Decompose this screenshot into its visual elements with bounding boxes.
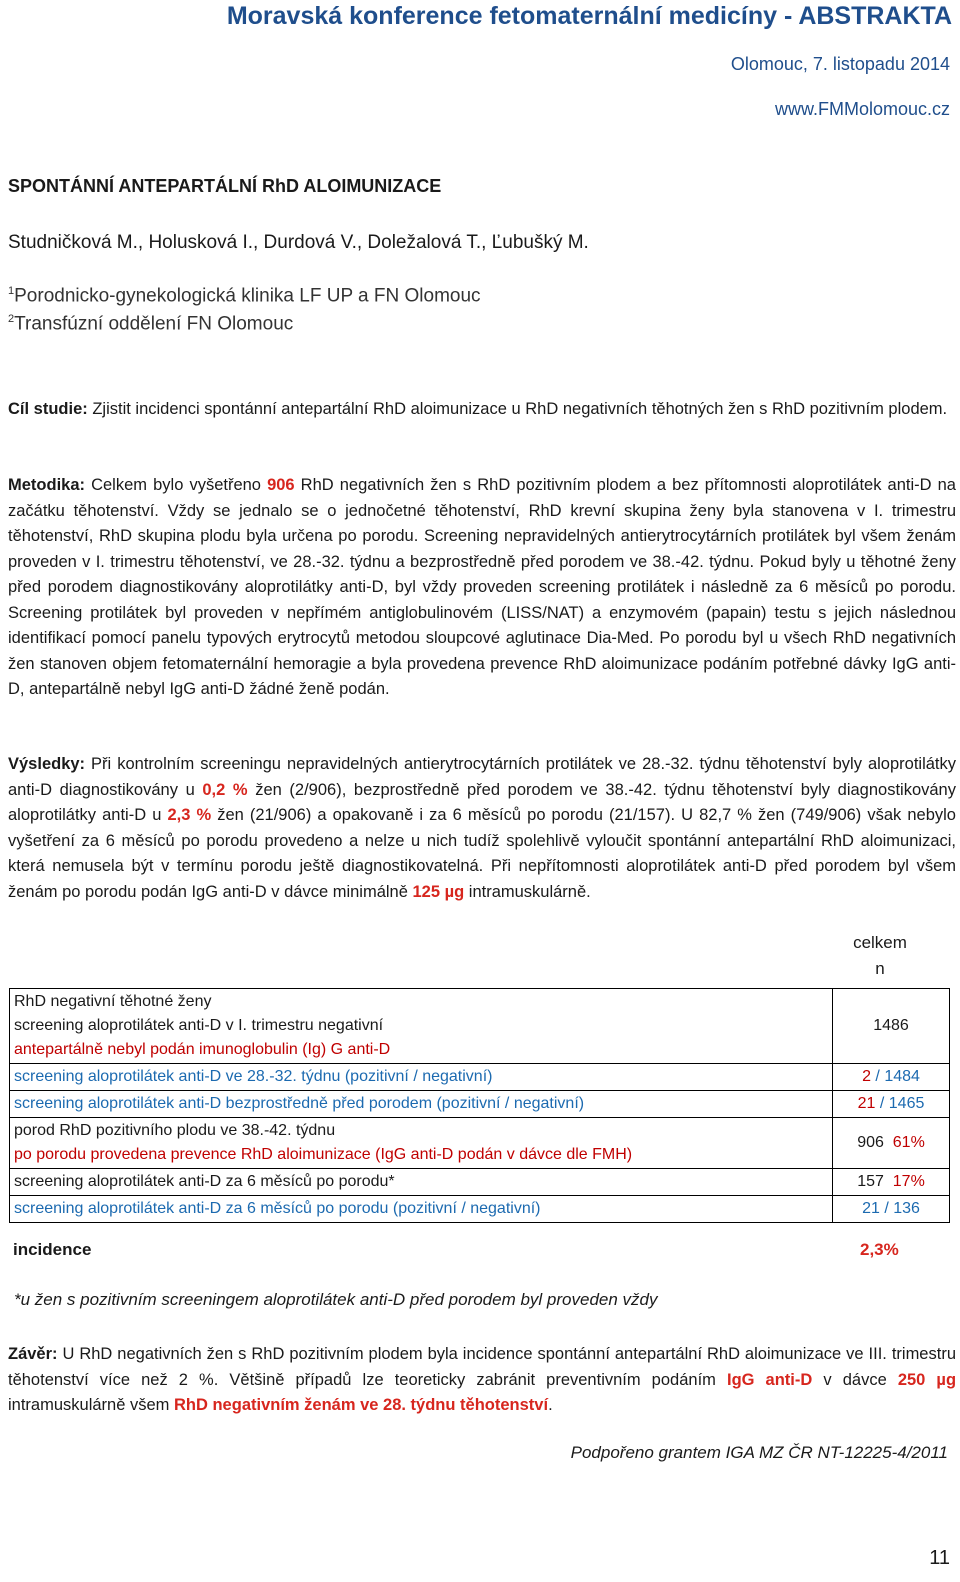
positive-count: 21 [862,1200,880,1217]
conclusion-label: Závěr: [8,1345,58,1363]
aim-label: Cíl studie: [8,400,88,418]
row-label-line: screening aloprotilátek anti-D v I. trimestru negativní [14,1017,384,1034]
row-label-line: antepartálně nebyl podán imunoglobulin (Ig) G anti-D [14,1041,391,1058]
conclusion-highlight-1: IgG anti-D [726,1370,813,1389]
conclusion-text-4: . [548,1396,553,1414]
row-label: screening aloprotilátek anti-D bezprostředně před porodem (pozitivní / negativní) [10,1091,833,1118]
results-table [9,988,950,1223]
table-row [10,1196,950,1223]
results-dose: 125 µg [412,882,465,901]
table-row [10,1091,950,1118]
row-value [833,1196,950,1223]
percent: 17% [892,1173,925,1190]
abstract-title: SPONTÁNNÍ ANTEPARTÁLNÍ RhD ALOIMUNIZACE [8,176,442,196]
conference-place-date: Olomouc, 7. listopadu 2014 [730,54,950,74]
methods-count: 906 [267,476,295,494]
table-column-header [820,930,940,982]
aim-text: Zjistit incidenci spontánní antepartální RhD aloimunizace u RhD negativních těhotných žen s RhD pozitivním plodem. [87,400,948,418]
positive-count: 21 [857,1095,876,1112]
conclusion-text-3: intramuskulárně všem [8,1396,174,1414]
incidence-value: 2,3% [860,1240,899,1259]
row-value: 1486 [833,989,950,1064]
conclusion-text-2: v dávce [812,1370,898,1389]
aim-paragraph [8,397,956,423]
value-separator: / [884,1200,889,1217]
conference-website: www.FMMolomouc.cz [774,99,950,119]
positive-count: 2 [862,1068,871,1085]
row-value [833,1118,950,1169]
results-label: Výsledky: [8,755,86,773]
row-label: screening aloprotilátek anti-D za 6 měsíců po porodu* [10,1169,833,1196]
affiliation-1-number: 1 [8,285,15,297]
row-label: screening aloprotilátek anti-D ve 28.-32. týdnu (pozitivní / negativní) [10,1064,833,1091]
affiliation-2-number: 2 [8,313,15,325]
row-label-line: po porodu provedena prevence RhD aloimunizace (IgG anti-D podán v dávce dle FMH) [14,1146,633,1163]
row-label [10,1118,833,1169]
authors: Studničková M., Holusková I., Durdová V., Doležalová T., Ľubušký M. [8,232,589,253]
table-footnote: *u žen s pozitivním screeningem aloprotilátek anti-D před porodem byl proveden vždy [14,1290,658,1309]
results-text-4: intramuskulárně. [464,882,591,901]
results-percent-1: 0,2 % [202,780,248,799]
negative-count: 1465 [888,1095,925,1112]
row-label [10,989,833,1064]
row-label-line: RhD negativní těhotné ženy [14,993,212,1010]
affiliation-1-text: Porodnicko-gynekologická klinika LF UP a FN Olomouc [14,285,481,307]
percent: 61% [892,1134,925,1151]
column-header-total: celkem [853,933,907,952]
results-percent-2: 2,3 % [167,806,212,824]
affiliation-1 [8,285,481,307]
methods-paragraph [8,473,956,703]
row-label: screening aloprotilátek anti-D za 6 měsíců po porodu (pozitivní / negativní) [10,1196,833,1223]
value-separator: / [875,1068,880,1085]
results-paragraph [8,752,956,905]
column-header-n: n [875,959,885,978]
negative-count: 136 [893,1200,920,1217]
value-separator: / [879,1095,885,1112]
count: 157 [857,1173,884,1190]
conclusion-highlight-2: 250 µg [897,1370,957,1389]
results-text-2: žen (2/906), bezprostředně před porodem ve 38.-42. týdnu těhotenství byly diagnostikovány aloprotilátky anti-D u [8,780,956,824]
table-row [10,1064,950,1091]
conclusion-paragraph [8,1342,956,1419]
incidence-label: incidence [13,1240,92,1259]
row-value [833,1169,950,1196]
page-number: 11 [929,1547,950,1569]
table-row [10,1118,950,1169]
conclusion-text-1: U RhD negativních žen s RhD pozitivním plodem byla incidence spontánní antepartální RhD aloimunizace ve III. trimestru těhotenství více než 2 %. Většině případů lze teoreticky zabránit preventivním podáním [8,1345,956,1389]
methods-text-2: RhD negativních žen s RhD pozitivním plodem a bez přítomnosti aloprotilátek anti-D na začátku těhotenství. Vždy se jednalo se o jednočetné těhotenství, RhD krevní skupina ženy byla stanovena v I. trimestru těhotenství, RhD skupina plodu byla určena po porodu. Screening nepravidelných antierytrocytárních protilátek byl všem ženám proveden v I. trimestru těhotenství, ve 28.-32. týdnu a bezprostředně před porodem ve 38.-42. týdnu. Pokud byly u těhotné ženy před porodem diagnostikovány aloprotilátky anti-D, byl vždy proveden screening protilátek i následně za 6 měsíců po porodu. Screening protilátek byl proveden v nepřímém antiglobulinovém (LISS/NAT) a enzymovém (papain) testu s jejich následnou identifikací pomocí panelu typových erytrocytů metodou sloupcové aglutinace Dia-Med. Po porodu byl u všech RhD negativních žen stanoven objem fetomaternální hemoragie a byla provedena prevence RhD aloimunizace podáním potřebné dávky IgG anti-D, antepartálně nebyl IgG anti-D žádné ženě podán. [8,476,956,698]
results-text-3: žen (21/906) a opakovaně i za 6 měsíců po porodu (21/157). U 82,7 % žen (749/906) však nebylo vyšetření za 6 měsíců po porodu provedeno a nelze u nich tudíž spolehlivě vyloučit spontánní antepartální RhD aloimunizaci, která nemusela být v termínu porodu ještě diagnostikovatelná. Při nepřítomnosti aloprotilátek anti-D před porodem byl všem ženám po porodu podán IgG anti-D v dávce minimálně [8,806,956,901]
row-label-line: porod RhD pozitivního plodu ve 38.-42. týdnu [14,1122,336,1139]
affiliation-2 [8,313,293,335]
row-value [833,1064,950,1091]
affiliation-2-text: Transfúzní oddělení FN Olomouc [14,313,294,335]
results-text-1: Při kontrolním screeningu nepravidelných antierytrocytárních protilátek ve 28.-32. týdnu těhotenství byly aloprotilátky anti-D diagnostikovány u [8,755,956,799]
table-row [10,1169,950,1196]
negative-count: 1484 [884,1068,920,1085]
table-row [10,989,950,1064]
row-value [833,1091,950,1118]
methods-label: Metodika: [8,476,86,494]
methods-text-1: Celkem bylo vyšetřeno [85,476,268,494]
conclusion-highlight-3: RhD negativním ženám ve 28. týdnu těhotenství [173,1396,549,1414]
grant-acknowledgement: Podpořeno grantem IGA MZ ČR NT-12225-4/2011 [570,1443,948,1462]
conference-title: Moravská konference fetomaternální medicíny - ABSTRAKTA [226,2,952,30]
count: 906 [857,1134,884,1151]
